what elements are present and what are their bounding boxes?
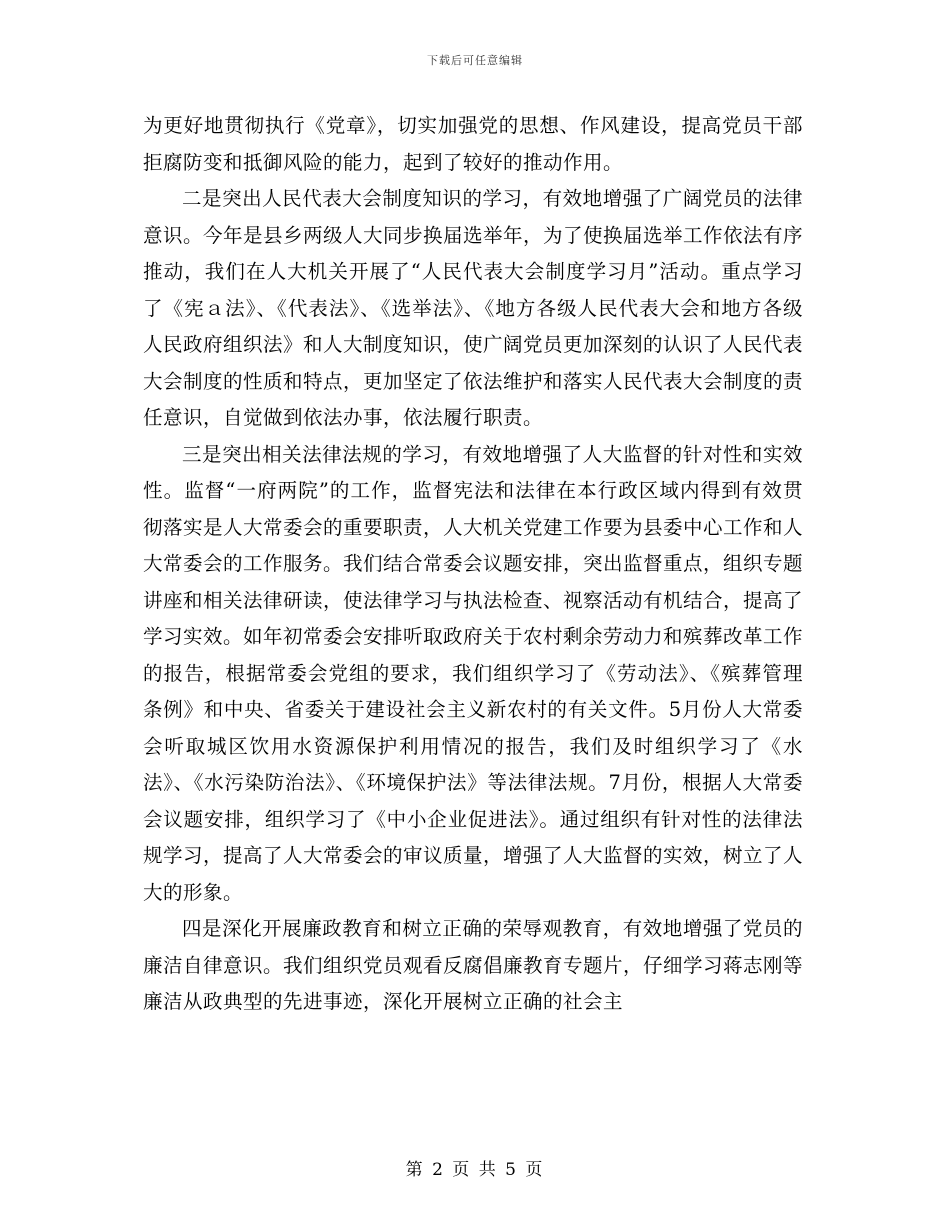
page-header-note: 下载后可任意编辑 [427, 54, 523, 67]
paragraph-four: 四是深化开展廉政教育和树立正确的荣辱观教育，有效地增强了党员的廉洁自律意识。我们组织党员观看反腐倡廉教育专题片，仔细学习蒋志刚等廉洁从政典型的先进事迹，深化开展树立正确的社会主 [143, 917, 804, 1013]
paragraph-two: 二是突出人民代表大会制度知识的学习，有效地增强了广阔党员的法律意识。今年是县乡两级人大同步换届选举年，为了使换届选举工作依法有序推动，我们在人大机关开展了“人民代表大会制度学习月”活动。重点学习了《宪ａ法》、《代表法》、《选举法》、《地方各级人民代表大会和地方各级人民政府组织法》和人大制度知识，使广阔党员更加深刻的认识了人民代表大会制度的性质和特点，更加坚定了依法维护和落实人民代表大会制度的责任意识，自觉做到依法办事，依法履行职责。 [143, 187, 804, 429]
page-number-footer: 第 2 页 共 5 页 [405, 1160, 545, 1180]
paragraph-three: 三是突出相关法律法规的学习，有效地增强了人大监督的针对性和实效性。监督“一府两院”的工作，监督宪法和法律在本行政区域内得到有效贯彻落实是人大常委会的重要职责，人大机关党建工作要为县委中心工作和人大常委会的工作服务。我们结合常委会议题安排，突出监督重点，组织专题讲座和相关法律研读，使法律学习与执法检查、视察活动有机结合，提高了学习实效。如年初常委会安排听取政府关于农村剩余劳动力和殡葬改革工作的报告，根据常委会党组的要求，我们组织学习了《劳动法》、《殡葬管理条例》和中央、省委关于建设社会主义新农村的有关文件。5月份人大常委会听取城区饮用水资源保护利用情况的报告，我们及时组织学习了《水法》、《水污染防治法》、《环境保护法》等法律法规。7月份，根据人大常委会议题安排，组织学习了《中小企业促进法》。通过组织有针对性的法律法规学习，提高了人大常委会的审议质量，增强了人大监督的实效，树立了人大的形象。 [143, 442, 804, 904]
paragraph-continuation: 为更好地贯彻执行《党章》，切实加强党的思想、作风建设，提高党员干部拒腐防变和抵御风险的能力，起到了较好的推动作用。 [143, 114, 803, 174]
document-body [143, 108, 803, 1021]
